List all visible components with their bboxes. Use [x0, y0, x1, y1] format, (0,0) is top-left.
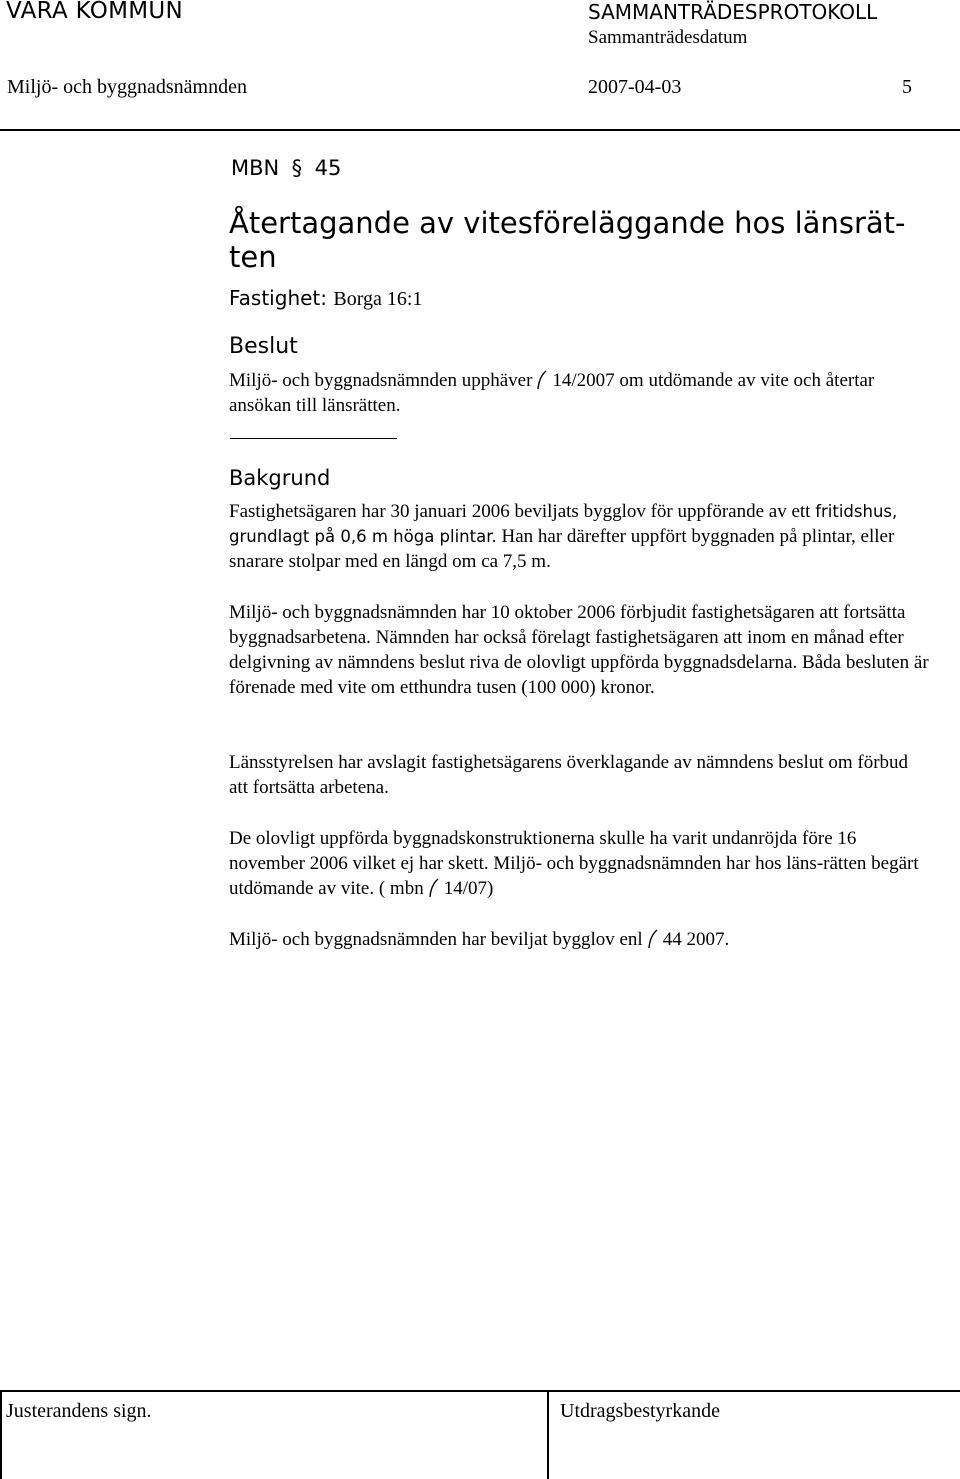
background-p4-a: De olovligt uppförda byggnadskonstruktionerna skulle ha varit undanröjda före 16 november 2006 vilket ej har skett. Miljö- och byggnadsnämnden har hos läns-rätten begärt utdömande av vite. ( mbn	[229, 828, 919, 899]
document-type: SAMMANTRÄDESPROTOKOLL	[588, 0, 878, 24]
section-mark-icon	[646, 929, 660, 949]
organization-name: VARA KOMMUN	[6, 0, 184, 24]
decision-text-start: Miljö- och byggnadsnämnden upphäver	[229, 370, 533, 391]
section-value: 45	[314, 156, 342, 180]
background-paragraph-4	[229, 826, 929, 901]
decision-text-end: 14/2007 om utdömande av vite och återtar ansökan till länsrätten.	[229, 370, 875, 416]
background-paragraph-1	[229, 499, 929, 574]
footer-box-left-border	[0, 1390, 2, 1479]
property-line	[229, 286, 422, 311]
background-paragraph-2	[229, 600, 929, 700]
signature-label: Justerandens sign.	[6, 1400, 152, 1422]
background-paragraph-3: Länsstyrelsen har avslagit fastighetsägarens överklagande av nämndens beslut om förbud att fortsätta arbetena.	[229, 752, 909, 798]
property-value: Borga 16:1	[333, 288, 423, 310]
section-mark-icon	[427, 878, 441, 898]
decision-divider	[230, 438, 397, 439]
section-number	[231, 156, 341, 180]
background-p2-b: fortsätta byggnadsarbetena.	[229, 602, 906, 648]
background-p1-c: Han har därefter uppfört byggnaden på plintar, eller snarare stolpar med en längd om ca 7,5 m.	[229, 526, 895, 572]
meeting-date: 2007-04-03	[588, 76, 682, 98]
committee-name: Miljö- och byggnadsnämnden	[7, 76, 247, 98]
background-heading: Bakgrund	[229, 466, 331, 490]
meeting-date-label: Sammanträdesdatum	[588, 27, 748, 48]
section-prefix: MBN	[231, 156, 280, 180]
decision-heading: Beslut	[229, 334, 298, 359]
header-divider	[0, 129, 960, 131]
decision-text	[229, 368, 929, 418]
background-paragraph-5	[229, 927, 929, 952]
extract-certification-label: Utdragsbestyrkande	[560, 1400, 720, 1422]
section-mark-icon	[535, 370, 549, 390]
background-p2-a: Miljö- och byggnadsnämnden har 10 oktober 2006 förbjudit fastighetsägaren att	[229, 602, 839, 623]
background-p1-b: fritidshus, grundlagt på 0,6 m höga plintar.	[229, 502, 898, 546]
section-symbol: §	[291, 156, 303, 180]
page-title: Återtagande av vitesföreläggande hos länsrät-ten	[229, 206, 906, 274]
background-p2-c: Nämnden har också förelagt fastighetsägaren att inom en månad efter delgivning av nämndens beslut riva de olovligt uppförda byggnadsdelarna. Båda besluten är förenade med vite om etthundra tusen (100 000) kronor.	[229, 627, 929, 698]
footer-box-middle-border	[547, 1390, 549, 1479]
page-number: 5	[902, 76, 912, 98]
background-p1-a: Fastighetsägaren har 30 januari 2006 beviljats bygglov för uppförande av ett	[229, 501, 811, 522]
property-label: Fastighet:	[229, 286, 327, 310]
background-p4-b: 14/07)	[443, 878, 494, 899]
background-p5-a: Miljö- och byggnadsnämnden har beviljat bygglov enl	[229, 929, 643, 950]
background-p5-b: 44 2007.	[662, 929, 730, 950]
footer-divider	[0, 1390, 960, 1392]
